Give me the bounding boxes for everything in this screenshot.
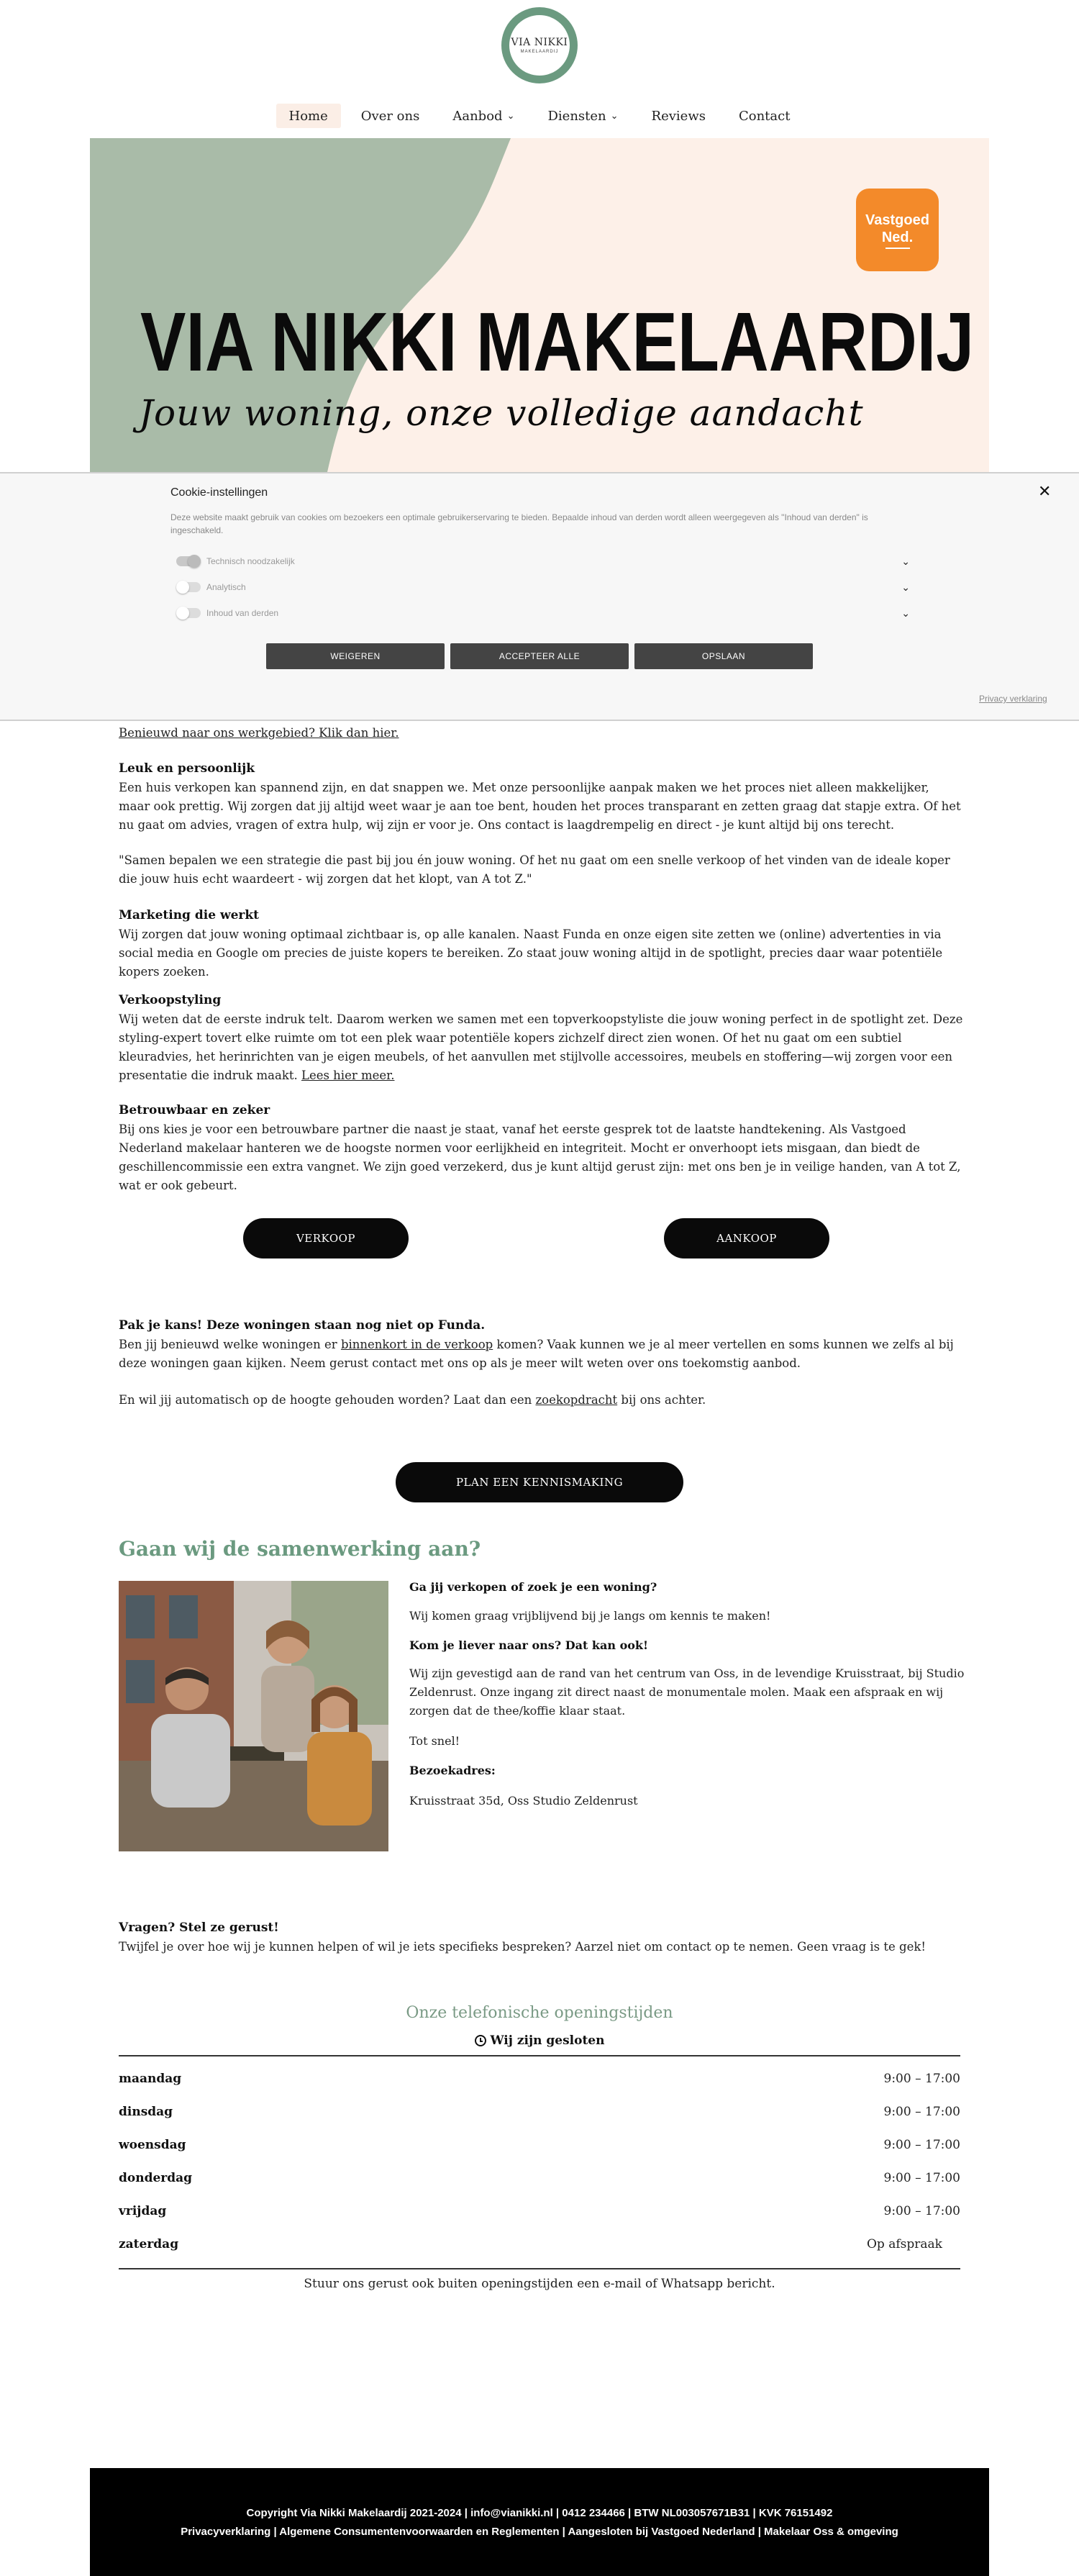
text-vragen: Twijfel je over hoe wij je kunnen helpen of wil je iets specifieks bespreken? Aarzel niet om contact op te nemen. Geen vraag is te gek! bbox=[119, 1940, 926, 1954]
hours-time: 9:00 – 17:00 bbox=[883, 2204, 960, 2218]
site-footer bbox=[90, 2468, 989, 2576]
cookie-option-label: Analytisch bbox=[206, 582, 246, 592]
cookie-option-technisch[interactable] bbox=[176, 554, 910, 568]
hours-time: 9:00 – 17:00 bbox=[883, 2105, 960, 2119]
logo-sub-text: MAKELAARDIJ bbox=[520, 50, 559, 54]
heading-vragen: Vragen? Stel ze gerust! bbox=[119, 1920, 279, 1935]
chevron-down-icon[interactable]: ⌄ bbox=[901, 607, 910, 619]
heading-leuk: Leuk en persoonlijk bbox=[119, 761, 255, 776]
samenwerking-p1: Wij komen graag vrijblijvend bij je langs om kennis te maken! bbox=[409, 1609, 771, 1623]
heading-styling: Verkoopstyling bbox=[119, 993, 222, 1007]
nav-label: Over ons bbox=[360, 108, 420, 124]
samenwerking-q2: Kom je liever naar ons? Dat kan ook! bbox=[409, 1638, 649, 1652]
site-logo[interactable] bbox=[501, 7, 578, 83]
nav-item-home[interactable] bbox=[276, 104, 341, 128]
samenwerking-p2: Wij zijn gevestigd aan de rand van het centrum van Oss, in de levendige Kruisstraat, bij Studio Zeldenrust. Onze ingang zit direct naast de monumentale molen. Maak een afspraak en wij zorgen dat de thee/koffie klaar staat. bbox=[409, 1666, 965, 1718]
text-marketing: Wij zorgen dat jouw woning optimaal zichtbaar is, op alle kanalen. Naast Funda en onze eigen site zetten we (online) advertenties in via social media en Google om precies de juiste kopers te bereiken. Zo staat jouw woning altijd in de spotlight, precies daar waar potentiële kopers zoeken. bbox=[119, 928, 943, 979]
nav-item-aanbod[interactable] bbox=[440, 104, 527, 128]
toggle-technisch[interactable] bbox=[176, 556, 201, 566]
hours-row bbox=[119, 2134, 960, 2156]
main-nav bbox=[0, 104, 1079, 128]
cookie-description: Deze website maakt gebruik van cookies om bezoekers een optimale gebruikerservaring te bieden. Bepaalde inhoud van derden wordt alleen weergegeven als "Inhoud van derden" is ingeschakeld. bbox=[170, 512, 868, 535]
hours-day: woensdag bbox=[119, 2138, 186, 2152]
cookie-option-label: Technisch noodzakelijk bbox=[206, 556, 295, 566]
styling-link[interactable]: Lees hier meer. bbox=[301, 1069, 395, 1082]
text-styling bbox=[119, 1010, 964, 1085]
text-leuk: Een huis verkopen kan spannend zijn, en dat snappen we. Met onze persoonlijke aanpak maken we het proces niet alleen makkelijker, maar ook prettig. Wij zorgen dat jij altijd weet waar je aan toe bent, houden het proces transparant en zetten graag dat stapje extra. Of het nu gaat om advies, vragen of extra hulp, wij zijn er voor je. Ons contact is laagdrempelig en direct - je kunt altijd bij ons terecht. bbox=[119, 781, 961, 832]
logo-main-text: VIA NIKKI bbox=[511, 37, 568, 48]
footer-links[interactable]: Privacyverklaring | Algemene Consumentenvoorwaarden en Reglementen | Aangesloten bij Vastgoed Nederland | Makelaar Oss & omgeving bbox=[181, 2526, 898, 2538]
hours-status-text: Wij zijn gesloten bbox=[490, 2033, 605, 2048]
funda-text-after: komen? Vaak kunnen we je al meer vertellen en soms kunnen we zelfs al bij deze woningen gaan kijken. Neem gerust contact met ons op als je meer wilt weten over ons toekomstig aanbod. bbox=[119, 1338, 954, 1370]
binnenkort-link[interactable]: binnenkort in de verkoop bbox=[340, 1338, 493, 1351]
hours-row bbox=[119, 2068, 960, 2090]
hours-time: 9:00 – 17:00 bbox=[883, 2072, 960, 2086]
nav-label: Reviews bbox=[651, 108, 706, 124]
address-text: Kruisstraat 35d, Oss Studio Zeldenrust bbox=[409, 1794, 638, 1808]
heading-funda: Pak je kans! Deze woningen staan nog niet op Funda. bbox=[119, 1318, 486, 1333]
hours-bottom-divider bbox=[119, 2268, 960, 2269]
hours-time: 9:00 – 17:00 bbox=[883, 2138, 960, 2152]
badge-line1: Vastgoed bbox=[865, 212, 929, 228]
zoek-text-before: En wil jij automatisch op de hoogte gehouden worden? Laat dan een bbox=[119, 1393, 536, 1407]
nav-label: Aanbod bbox=[452, 108, 503, 124]
funda-text-before: Ben jij benieuwd welke woningen er bbox=[119, 1338, 341, 1351]
badge-line2: Ned. bbox=[881, 229, 914, 245]
zoek-text-after: bij ons achter. bbox=[617, 1393, 706, 1407]
quote-text: "Samen bepalen we een strategie die past bij jou én jouw woning. Of het nu gaat om een snelle verkoop of het vinden van de ideale koper die jouw huis echt waardeert - wij zorgen dat het klopt, van A tot Z." bbox=[119, 853, 950, 886]
hours-row bbox=[119, 2101, 960, 2123]
nav-item-reviews[interactable] bbox=[639, 104, 719, 128]
reject-cookies-button[interactable]: WEIGEREN bbox=[266, 643, 445, 669]
styling-text: Wij weten dat de eerste indruk telt. Daarom werken we samen met een topverkoopstyliste die jouw woning perfect in de spotlight zet. Deze styling-expert tovert elke ruimte om tot een plek waar potentiële kopers zichzelf direct zien wonen. Of het nu gaat om een subtiel kleuradvies, het herinrichten van je eigen meubels, of het aanvullen met stijlvolle accessoires, meubels en stoffering—wij zorgen voor een presentatie die indruk maakt. bbox=[119, 1012, 963, 1082]
hours-row bbox=[119, 2233, 960, 2255]
hours-title: Onze telefonische openingstijden bbox=[406, 2004, 673, 2022]
cookie-banner bbox=[0, 472, 1079, 721]
heading-betrouwbaar: Betrouwbaar en zeker bbox=[119, 1103, 270, 1117]
plan-kennismaking-button[interactable]: PLAN EEN KENNISMAKING bbox=[396, 1462, 683, 1502]
hours-status bbox=[0, 2033, 1079, 2048]
clock-icon bbox=[475, 2035, 486, 2046]
hours-day: dinsdag bbox=[119, 2105, 173, 2119]
hours-row bbox=[119, 2167, 960, 2189]
text-zoek bbox=[119, 1391, 964, 1410]
samenwerking-q1: Ga jij verkopen of zoek je een woning? bbox=[409, 1580, 657, 1594]
close-icon[interactable]: ✕ bbox=[1038, 482, 1052, 500]
verkoop-button[interactable]: VERKOOP bbox=[243, 1218, 409, 1258]
hero-tagline: Jouw woning, onze volledige aandacht bbox=[139, 392, 864, 434]
nav-label: Home bbox=[288, 108, 328, 124]
toggle-inhoud-derden[interactable] bbox=[176, 608, 201, 618]
badge-underline bbox=[885, 248, 910, 249]
chevron-down-icon: ⌄ bbox=[610, 110, 619, 122]
chevron-down-icon[interactable]: ⌄ bbox=[901, 555, 910, 567]
hours-day: zaterdag bbox=[119, 2237, 179, 2251]
nav-item-over-ons[interactable] bbox=[348, 104, 433, 128]
cookie-title: Cookie-instellingen bbox=[170, 486, 268, 499]
vastgoed-nederland-badge bbox=[856, 189, 939, 271]
nav-item-contact[interactable] bbox=[726, 104, 803, 128]
werkgebied-link[interactable]: Benieuwd naar ons werkgebied? Klik dan hier. bbox=[119, 726, 399, 740]
samenwerking-p3: Tot snel! bbox=[409, 1734, 460, 1748]
footer-copyright: Copyright Via Nikki Makelaardij 2021-2024 | info@vianikki.nl | 0412 234466 | BTW NL003057671B31 | KVK 76151492 bbox=[246, 2507, 833, 2519]
team-photo bbox=[119, 1581, 388, 1851]
nav-label: Contact bbox=[738, 108, 791, 124]
privacy-link[interactable]: Privacy verklaring bbox=[979, 694, 1047, 704]
aankoop-button[interactable]: AANKOOP bbox=[664, 1218, 829, 1258]
accept-all-cookies-button[interactable]: ACCEPTEER ALLE bbox=[450, 643, 629, 669]
chevron-down-icon[interactable]: ⌄ bbox=[901, 581, 910, 593]
nav-item-diensten[interactable] bbox=[534, 104, 631, 128]
hours-day: maandag bbox=[119, 2072, 182, 2086]
address-label: Bezoekadres: bbox=[409, 1764, 496, 1777]
hours-note: Stuur ons gerust ook buiten openingstijden een e-mail of Whatsapp bericht. bbox=[304, 2277, 775, 2291]
heading-marketing: Marketing die werkt bbox=[119, 908, 259, 922]
hero-title: VIA NIKKI MAKELAARDIJ bbox=[140, 295, 975, 389]
chevron-down-icon: ⌄ bbox=[506, 110, 515, 122]
toggle-analytisch[interactable] bbox=[176, 582, 201, 592]
cookie-option-inhoud-derden[interactable] bbox=[176, 606, 910, 620]
zoekopdracht-link[interactable]: zoekopdracht bbox=[535, 1393, 618, 1407]
team-photo-illustration bbox=[119, 1581, 388, 1851]
text-betrouwbaar: Bij ons kies je voor een betrouwbare partner die naast je staat, vanaf het eerste gesprek tot de laatste handtekening. Als Vastgoed Nederland makelaar hanteren we de hoogste normen voor eerlijkheid en integriteit. Mocht er onverhoopt iets misgaan, dan biedt de geschillencommissie een extra vangnet. We zijn goed verzekerd, dus je kunt altijd gerust zijn: met ons ben je in veilige handen, van A tot Z, wat er ook gebeurt. bbox=[119, 1123, 961, 1192]
save-cookies-button[interactable]: OPSLAAN bbox=[634, 643, 813, 669]
nav-label: Diensten bbox=[547, 108, 606, 124]
cookie-option-label: Inhoud van derden bbox=[206, 608, 279, 618]
hours-day: vrijdag bbox=[119, 2204, 167, 2218]
hours-top-divider bbox=[119, 2055, 960, 2056]
hours-day: donderdag bbox=[119, 2171, 193, 2185]
text-funda bbox=[119, 1335, 964, 1373]
hero-banner bbox=[90, 138, 989, 472]
cookie-option-analytisch[interactable] bbox=[176, 580, 910, 594]
hours-row bbox=[119, 2200, 960, 2222]
samenwerking-title: Gaan wij de samenwerking aan? bbox=[119, 1537, 481, 1561]
hours-time: Op afspraak bbox=[867, 2237, 942, 2251]
hours-time: 9:00 – 17:00 bbox=[883, 2171, 960, 2185]
